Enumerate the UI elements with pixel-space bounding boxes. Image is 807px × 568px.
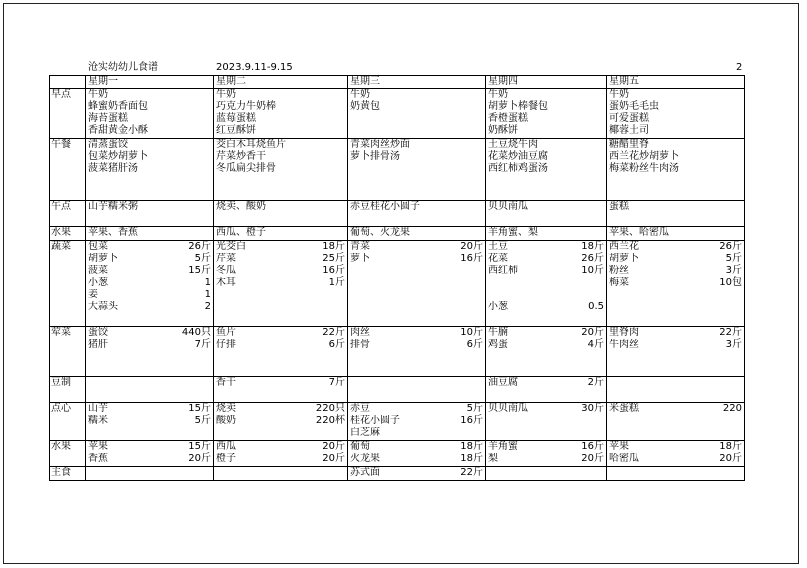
menu-row <box>50 377 745 403</box>
dish-item: 胡萝卜棒餐包 <box>488 101 548 112</box>
ingredient-row <box>607 241 744 253</box>
menu-cell <box>486 377 607 403</box>
row-label-cell <box>50 89 86 139</box>
ingredient-quantity: 20斤 <box>581 453 604 464</box>
dish-item: 冬瓜扁尖排骨 <box>216 163 276 174</box>
blank-line <box>486 289 606 301</box>
ingredient-name: 烧卖 <box>216 403 236 414</box>
ingredient-quantity: 22斤 <box>719 327 742 338</box>
dish-item: 蓝莓蛋糕 <box>216 113 256 124</box>
row-label-cell <box>50 441 86 467</box>
ingredient-name: 苹果 <box>609 441 629 452</box>
ingredient-quantity: 15斤 <box>188 403 211 414</box>
ingredient-quantity: 20斤 <box>460 241 483 252</box>
menu-cell <box>348 227 486 241</box>
menu-row <box>50 89 745 139</box>
ingredient-quantity: 18斤 <box>460 453 483 464</box>
date-range: 2023.9.11-9.15 <box>216 62 293 73</box>
ingredient-row <box>607 403 744 415</box>
menu-cell <box>86 403 214 441</box>
menu-row <box>50 327 745 377</box>
row-label: 点心 <box>51 403 71 414</box>
row-label-cell <box>50 201 86 227</box>
ingredient-row <box>607 253 744 265</box>
ingredient-quantity: 6斤 <box>466 339 483 350</box>
menu-cell <box>607 467 745 481</box>
ingredient-row <box>486 265 606 277</box>
menu-cell <box>214 441 348 467</box>
menu-cell <box>486 327 607 377</box>
dish-item: 香橙蛋糕 <box>488 113 528 124</box>
dish-item: 蛋糕 <box>609 201 629 212</box>
ingredient-row <box>348 241 485 253</box>
ingredient-quantity: 22斤 <box>460 467 483 478</box>
menu-cell <box>607 403 745 441</box>
ingredient-name: 大蒜头 <box>88 301 118 312</box>
ingredient-name: 排骨 <box>350 339 370 350</box>
menu-cell <box>486 403 607 441</box>
menu-cell <box>214 467 348 481</box>
dish-item: 包菜炒胡萝卜 <box>88 151 148 162</box>
ingredient-row <box>348 427 485 439</box>
ingredient-quantity: 16斤 <box>581 441 604 452</box>
menu-cell <box>86 241 214 327</box>
ingredient-row <box>607 265 744 277</box>
menu-cell <box>486 89 607 139</box>
ingredient-quantity: 18斤 <box>322 241 345 252</box>
ingredient-row <box>348 441 485 453</box>
ingredient-quantity: 10斤 <box>581 265 604 276</box>
dish-item: 奶酥饼 <box>488 125 518 136</box>
ingredient-name: 仔排 <box>216 339 236 350</box>
dish-item: 苹果、哈密瓜 <box>609 227 669 238</box>
ingredient-name: 肉丝 <box>350 327 370 338</box>
weekday-header <box>86 76 214 89</box>
dish-item: 西兰花炒胡萝卜 <box>609 151 679 162</box>
weekday-label: 星期五 <box>609 76 639 87</box>
ingredient-name: 葡萄 <box>350 441 370 452</box>
row-label-cell <box>50 403 86 441</box>
dish-item: 巧克力牛奶棒 <box>216 101 276 112</box>
menu-cell <box>86 89 214 139</box>
menu-cell <box>607 441 745 467</box>
ingredient-name: 西红柿 <box>488 265 518 276</box>
menu-cell <box>86 227 214 241</box>
ingredient-name: 木耳 <box>216 277 236 288</box>
menu-cell <box>486 227 607 241</box>
dish-item: 糖醋里脊 <box>609 139 649 150</box>
dish-item: 西瓜、橙子 <box>216 227 266 238</box>
ingredient-row <box>214 403 347 415</box>
ingredient-quantity: 20斤 <box>719 453 742 464</box>
ingredient-quantity: 20斤 <box>322 453 345 464</box>
ingredient-row <box>486 241 606 253</box>
ingredient-quantity: 25斤 <box>322 253 345 264</box>
menu-cell <box>348 467 486 481</box>
dish-item: 青菜肉丝炒面 <box>350 139 410 150</box>
ingredient-name: 桂花小圆子 <box>350 415 400 426</box>
row-label-cell <box>50 139 86 201</box>
menu-cell <box>214 377 348 403</box>
ingredient-quantity: 18斤 <box>719 441 742 452</box>
row-label: 水果 <box>51 227 71 238</box>
dish-item: 红豆酥饼 <box>216 125 256 136</box>
ingredient-quantity: 30斤 <box>581 403 604 414</box>
row-label-cell <box>50 467 86 481</box>
row-label: 主食 <box>51 467 71 478</box>
row-label: 蔬菜 <box>51 241 71 252</box>
ingredient-row <box>86 415 213 427</box>
dish-item: 海苔蛋糕 <box>88 113 128 124</box>
dish-item: 牛奶 <box>350 89 370 100</box>
dish-item: 葡萄、火龙果 <box>350 227 410 238</box>
dish-item: 羊角蜜、梨 <box>488 227 538 238</box>
menu-cell <box>214 403 348 441</box>
menu-row <box>50 403 745 441</box>
ingredient-name: 包菜 <box>88 241 108 252</box>
ingredient-name: 胡萝卜 <box>88 253 118 264</box>
ingredient-row <box>214 253 347 265</box>
ingredient-quantity: 18斤 <box>581 241 604 252</box>
dish-item: 土豆烧牛肉 <box>488 139 538 150</box>
ingredient-name: 小葱 <box>88 277 108 288</box>
dish-item: 蛋奶毛毛虫 <box>609 101 659 112</box>
ingredient-quantity: 0.5 <box>588 301 604 312</box>
dish-item: 花菜炒油豆腐 <box>488 151 548 162</box>
row-label: 早点 <box>51 89 71 100</box>
ingredient-quantity: 20斤 <box>322 441 345 452</box>
menu-cell <box>348 441 486 467</box>
blank-line <box>486 277 606 289</box>
menu-cell <box>214 241 348 327</box>
ingredient-quantity: 3斤 <box>725 339 742 350</box>
ingredient-quantity: 220杯 <box>315 415 345 426</box>
ingredient-quantity: 16斤 <box>322 265 345 276</box>
ingredient-name: 萝卜 <box>350 253 370 264</box>
ingredient-name: 梅菜 <box>609 277 629 288</box>
ingredient-quantity: 1 <box>204 289 211 300</box>
dish-item: 梅菜粉丝牛肉汤 <box>609 163 679 174</box>
ingredient-row <box>348 339 485 351</box>
weekday-label: 星期二 <box>216 76 246 87</box>
dish-item: 清蒸蛋饺 <box>88 139 128 150</box>
ingredient-name: 牛腩 <box>488 327 508 338</box>
weekday-header-row <box>50 76 745 89</box>
ingredient-name: 芹菜 <box>216 253 236 264</box>
row-label-cell <box>50 327 86 377</box>
menu-cell <box>607 201 745 227</box>
ingredient-name: 猪肝 <box>88 339 108 350</box>
menu-cell <box>486 467 607 481</box>
page-number: 2 <box>736 62 743 73</box>
dish-item: 椰蓉土司 <box>609 125 649 136</box>
menu-title: 沧实幼幼儿食谱 <box>88 62 158 73</box>
menu-cell <box>348 377 486 403</box>
ingredient-quantity: 3斤 <box>725 265 742 276</box>
ingredient-name: 青菜 <box>350 241 370 252</box>
ingredient-name: 米蛋糕 <box>609 403 639 414</box>
ingredient-row <box>86 403 213 415</box>
ingredient-name: 光茭白 <box>216 241 246 252</box>
ingredient-row <box>607 441 744 453</box>
row-label-cell <box>50 241 86 327</box>
dish-item: 烧卖、酸奶 <box>216 201 266 212</box>
ingredient-row <box>348 403 485 415</box>
ingredient-quantity: 2 <box>204 301 211 312</box>
ingredient-name: 火龙果 <box>350 453 380 464</box>
dish-item: 牛奶 <box>488 89 508 100</box>
row-label-cell <box>50 377 86 403</box>
ingredient-row <box>214 265 347 277</box>
menu-cell <box>214 139 348 201</box>
ingredient-row <box>86 241 213 253</box>
ingredient-row <box>214 415 347 427</box>
ingredient-name: 西兰花 <box>609 241 639 252</box>
ingredient-row <box>214 441 347 453</box>
menu-cell <box>348 139 486 201</box>
ingredient-name: 鸡蛋 <box>488 339 508 350</box>
ingredient-row <box>214 339 347 351</box>
menu-cell <box>348 403 486 441</box>
ingredient-quantity: 22斤 <box>322 327 345 338</box>
weekday-header <box>214 76 348 89</box>
ingredient-name: 西瓜 <box>216 441 236 452</box>
ingredient-name: 哈密瓜 <box>609 453 639 464</box>
ingredient-row <box>86 441 213 453</box>
ingredient-name: 梨 <box>488 453 498 464</box>
dish-item: 苹果、香蕉 <box>88 227 138 238</box>
menu-cell <box>214 201 348 227</box>
ingredient-quantity: 1斤 <box>328 277 345 288</box>
menu-cell <box>607 227 745 241</box>
weekday-header <box>486 76 607 89</box>
ingredient-quantity: 20斤 <box>581 327 604 338</box>
ingredient-quantity: 26斤 <box>188 241 211 252</box>
ingredient-name: 糯米 <box>88 415 108 426</box>
menu-cell <box>86 327 214 377</box>
ingredient-quantity: 18斤 <box>460 441 483 452</box>
corner-cell <box>50 76 86 89</box>
ingredient-quantity: 5斤 <box>725 253 742 264</box>
ingredient-name: 里脊肉 <box>609 327 639 338</box>
menu-cell <box>486 241 607 327</box>
weekday-label: 星期一 <box>88 76 118 87</box>
weekday-label: 星期三 <box>350 76 380 87</box>
dish-item: 菠菜猪肝汤 <box>88 163 138 174</box>
ingredient-row <box>348 415 485 427</box>
dish-item: 牛奶 <box>609 89 629 100</box>
menu-cell <box>607 89 745 139</box>
ingredient-quantity: 1 <box>204 277 211 288</box>
ingredient-row <box>348 327 485 339</box>
ingredient-row <box>486 339 606 351</box>
ingredient-quantity: 440只 <box>181 327 211 338</box>
ingredient-name: 羊角蜜 <box>488 441 518 452</box>
ingredient-row <box>86 301 213 313</box>
menu-cell <box>214 327 348 377</box>
ingredient-name: 苹果 <box>88 441 108 452</box>
row-label-cell <box>50 227 86 241</box>
menu-cell <box>86 377 214 403</box>
menu-row <box>50 441 745 467</box>
ingredient-name: 小葱 <box>488 301 508 312</box>
ingredient-row <box>607 453 744 465</box>
ingredient-name: 蛋饺 <box>88 327 108 338</box>
ingredient-name: 香干 <box>216 377 236 388</box>
menu-cell <box>86 467 214 481</box>
menu-cell <box>214 89 348 139</box>
menu-cell <box>607 377 745 403</box>
row-label: 豆制 <box>51 377 71 388</box>
ingredient-name: 牛肉丝 <box>609 339 639 350</box>
ingredient-name: 粉丝 <box>609 265 629 276</box>
menu-row <box>50 467 745 481</box>
menu-row <box>50 139 745 201</box>
ingredient-row <box>214 327 347 339</box>
dish-item: 萝卜排骨汤 <box>350 151 400 162</box>
menu-cell <box>607 139 745 201</box>
dish-item: 牛奶 <box>216 89 236 100</box>
ingredient-quantity: 15斤 <box>188 441 211 452</box>
ingredient-name: 白芝麻 <box>350 427 380 438</box>
ingredient-row <box>486 253 606 265</box>
menu-cell <box>607 327 745 377</box>
ingredient-name: 油豆腐 <box>488 377 518 388</box>
ingredient-quantity: 5斤 <box>194 253 211 264</box>
ingredient-row <box>86 289 213 301</box>
dish-item: 茭白木耳烧鱼片 <box>216 139 286 150</box>
ingredient-row <box>348 467 485 479</box>
ingredient-row <box>607 339 744 351</box>
ingredient-name: 香蕉 <box>88 453 108 464</box>
weekday-header <box>607 76 745 89</box>
ingredient-row <box>607 327 744 339</box>
menu-cell <box>486 139 607 201</box>
ingredient-row <box>486 327 606 339</box>
dish-item: 可爱蛋糕 <box>609 113 649 124</box>
menu-cell <box>86 441 214 467</box>
row-label: 午点 <box>51 201 71 212</box>
menu-cell <box>348 327 486 377</box>
row-label: 午餐 <box>51 139 71 150</box>
menu-cell <box>348 241 486 327</box>
ingredient-row <box>214 377 347 389</box>
ingredient-quantity: 7斤 <box>328 377 345 388</box>
ingredient-row <box>486 441 606 453</box>
dish-item: 贝贝南瓜 <box>488 201 528 212</box>
menu-row <box>50 227 745 241</box>
ingredient-quantity: 220 <box>722 403 742 414</box>
ingredient-quantity: 26斤 <box>581 253 604 264</box>
ingredient-quantity: 5斤 <box>466 403 483 414</box>
menu-row <box>50 201 745 227</box>
weekly-menu-table <box>49 75 745 481</box>
ingredient-row <box>486 453 606 465</box>
menu-cell <box>607 241 745 327</box>
ingredient-name: 山芋 <box>88 403 108 414</box>
dish-item: 香甜黄金小酥 <box>88 125 148 136</box>
ingredient-quantity: 2斤 <box>587 377 604 388</box>
ingredient-name: 菠菜 <box>88 265 108 276</box>
weekday-label: 星期四 <box>488 76 518 87</box>
ingredient-name: 橙子 <box>216 453 236 464</box>
ingredient-row <box>348 253 485 265</box>
weekday-header <box>348 76 486 89</box>
dish-item: 蜂蜜奶香面包 <box>88 101 148 112</box>
menu-cell <box>86 201 214 227</box>
ingredient-quantity: 15斤 <box>188 265 211 276</box>
ingredient-row <box>486 377 606 389</box>
ingredient-quantity <box>483 427 485 439</box>
ingredient-name: 鱼片 <box>216 327 236 338</box>
dish-item: 西红柿鸡蛋汤 <box>488 163 548 174</box>
ingredient-row <box>486 403 606 415</box>
ingredient-name: 苏式面 <box>350 467 380 478</box>
ingredient-quantity: 10斤 <box>460 327 483 338</box>
dish-item: 赤豆桂花小圆子 <box>350 201 420 212</box>
ingredient-name: 贝贝南瓜 <box>488 403 528 414</box>
ingredient-row <box>86 339 213 351</box>
ingredient-name: 赤豆 <box>350 403 370 414</box>
dish-item: 芹菜炒香干 <box>216 151 266 162</box>
menu-cell <box>348 89 486 139</box>
dish-item: 山芋糯米粥 <box>88 201 138 212</box>
ingredient-name: 土豆 <box>488 241 508 252</box>
ingredient-row <box>348 453 485 465</box>
ingredient-quantity: 6斤 <box>328 339 345 350</box>
menu-cell <box>486 201 607 227</box>
ingredient-row <box>607 277 744 289</box>
ingredient-row <box>486 301 606 313</box>
dish-item: 奶黄包 <box>350 101 380 112</box>
ingredient-row <box>86 453 213 465</box>
menu-row <box>50 241 745 327</box>
menu-cell <box>214 227 348 241</box>
ingredient-quantity: 220只 <box>315 403 345 414</box>
ingredient-quantity: 26斤 <box>719 241 742 252</box>
ingredient-row <box>86 277 213 289</box>
row-label: 荤菜 <box>51 327 71 338</box>
dish-item: 牛奶 <box>88 89 108 100</box>
ingredient-row <box>86 253 213 265</box>
menu-cell <box>486 441 607 467</box>
menu-cell <box>348 201 486 227</box>
ingredient-quantity: 10包 <box>719 277 742 288</box>
row-label: 水果 <box>51 441 71 452</box>
menu-body <box>50 89 745 481</box>
ingredient-quantity: 7斤 <box>194 339 211 350</box>
ingredient-quantity: 16斤 <box>460 415 483 426</box>
ingredient-quantity: 5斤 <box>194 415 211 426</box>
ingredient-name: 姜 <box>88 289 98 300</box>
ingredient-quantity: 16斤 <box>460 253 483 264</box>
ingredient-name: 花菜 <box>488 253 508 264</box>
ingredient-quantity: 4斤 <box>587 339 604 350</box>
ingredient-name: 酸奶 <box>216 415 236 426</box>
ingredient-row <box>214 241 347 253</box>
ingredient-row <box>214 277 347 289</box>
ingredient-row <box>86 265 213 277</box>
ingredient-row <box>86 327 213 339</box>
ingredient-quantity: 20斤 <box>188 453 211 464</box>
menu-cell <box>86 139 214 201</box>
ingredient-name: 胡萝卜 <box>609 253 639 264</box>
ingredient-row <box>214 453 347 465</box>
ingredient-name: 冬瓜 <box>216 265 236 276</box>
